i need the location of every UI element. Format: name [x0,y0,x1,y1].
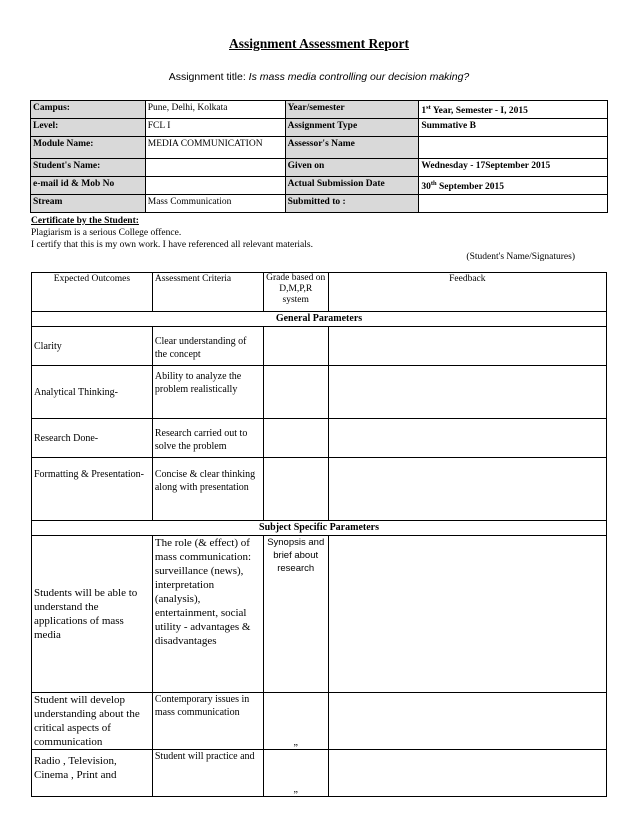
assessor-label: Assessor's Name [285,137,419,159]
student-name-label: Student's Name: [31,159,146,177]
table-row [32,693,607,750]
outcome-cell: Research Done- [32,419,153,458]
feedback-cell[interactable] [328,750,606,797]
campus-label: Campus: [31,101,146,119]
table-row [32,458,607,521]
header-outcomes: Expected Outcomes [32,273,153,312]
header-criteria: Assessment Criteria [152,273,263,312]
given-on-label: Given on [285,159,419,177]
criteria-cell: Research carried out to solve the problem [152,419,263,458]
submitted-to-value[interactable] [419,195,608,213]
level-value: FCL I [145,119,285,137]
subject-specific-heading: Subject Specific Parameters [32,521,607,536]
certificate-heading: Certificate by the Student: [31,216,139,226]
assignment-title-value: Is mass media controlling our decision making? [248,71,470,83]
signature-note: (Student's Name/Signatures) [466,252,575,262]
campus-value: Pune, Delhi, Kolkata [145,101,285,119]
student-name-value[interactable] [145,159,285,177]
email-value[interactable] [145,177,285,195]
table-row [32,327,607,366]
criteria-cell: Concise & clear thinking along with presentation [152,458,263,521]
level-label: Level: [31,119,146,137]
table-row [32,419,607,458]
table-row [32,366,607,419]
certificate-line-2: I certify that this is my own work. I have referenced all relevant materials. [31,240,313,250]
given-on-value: Wednesday - 17September 2015 [419,159,608,177]
assignment-title-label: Assignment title: [168,71,249,83]
grade-cell: Synopsis and brief about research [263,536,328,693]
outcome-cell: Formatting & Presentation- [32,458,153,521]
stream-label: Stream [31,195,146,213]
header-grade: Grade based on D,M,P,R system [263,273,328,312]
grade-cell[interactable] [263,327,328,366]
assessment-table [31,272,607,797]
assignment-title [0,71,638,83]
submitted-to-label: Submitted to : [285,195,419,213]
actual-submission-value: 30th September 2015 [419,177,608,195]
criteria-cell: Student will practice and [152,750,263,797]
grade-cell[interactable] [263,419,328,458]
table-row [32,750,607,797]
feedback-cell[interactable] [328,327,606,366]
criteria-cell: Clear understanding of the concept [152,327,263,366]
outcome-cell: Analytical Thinking- [32,366,153,419]
feedback-cell[interactable] [328,458,606,521]
feedback-cell[interactable] [328,536,606,693]
outcome-cell: Student will develop understanding about the critical aspects of communication [32,693,153,750]
grade-cell[interactable] [263,458,328,521]
outcome-cell: Clarity [32,327,153,366]
general-parameters-heading: General Parameters [32,312,607,327]
certificate-line-1: Plagiarism is a serious College offence. [31,228,182,238]
email-label: e-mail id & Mob No [31,177,146,195]
report-title: Assignment Assessment Report [229,36,409,51]
outcome-cell: Radio , Television, Cinema , Print and [32,750,153,797]
assignment-type-label: Assignment Type [285,119,419,137]
table-row [32,536,607,693]
actual-submission-label: Actual Submission Date [285,177,419,195]
assessor-value[interactable] [419,137,608,159]
grade-cell: „ [263,693,328,750]
criteria-cell: The role (& effect) of mass communication: surveillance (news), interpretation (analysis), entertainment, social utility - advantages & disadvantages [152,536,263,693]
criteria-cell: Contemporary issues in mass communication [152,693,263,750]
assignment-type-value: Summative B [419,119,608,137]
header-feedback: Feedback [328,273,606,312]
feedback-cell[interactable] [328,693,606,750]
grade-cell[interactable] [263,366,328,419]
outcome-cell: Students will be able to understand the applications of mass media [32,536,153,693]
criteria-cell: Ability to analyze the problem realistically [152,366,263,419]
feedback-cell[interactable] [328,419,606,458]
stream-value: Mass Communication [145,195,285,213]
year-label: Year/semester [285,101,419,119]
info-table [30,100,608,213]
module-value: MEDIA COMMUNICATION [145,137,285,159]
certificate-block [31,215,313,251]
year-value: 1st Year, Semester - I, 2015 [419,101,608,119]
module-label: Module Name: [31,137,146,159]
feedback-cell[interactable] [328,366,606,419]
grade-cell: „ [263,750,328,797]
